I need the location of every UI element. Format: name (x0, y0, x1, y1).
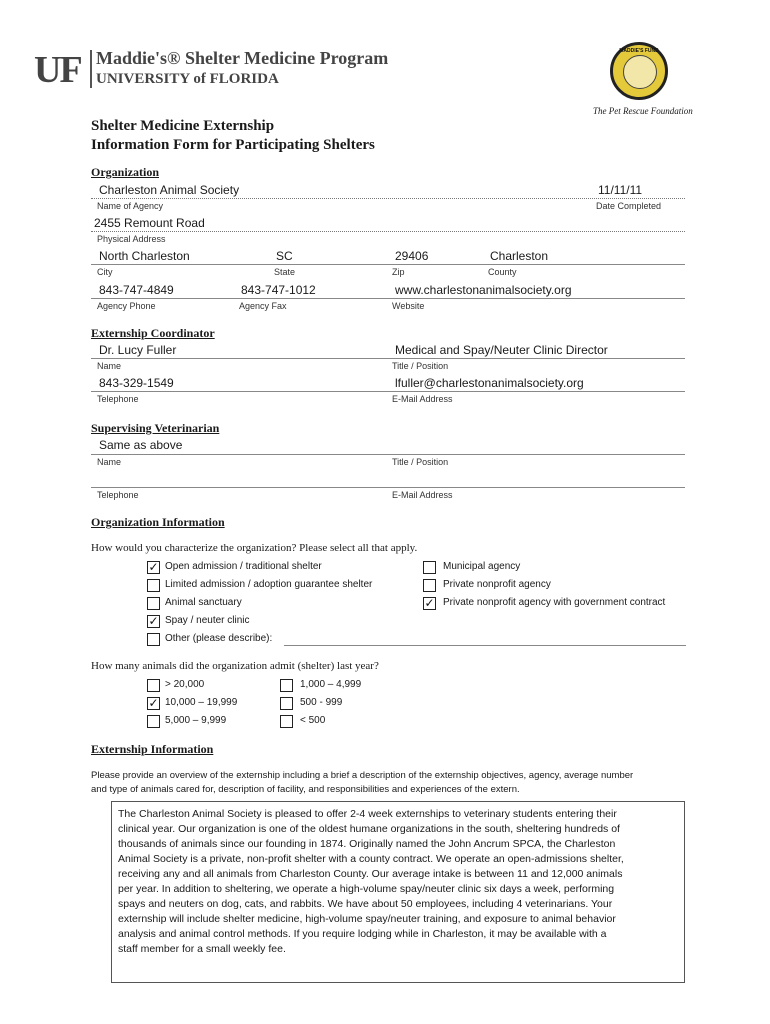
address-line (91, 231, 685, 232)
veterinarian-telephone-field[interactable] (94, 470, 384, 486)
other-describe-line[interactable] (284, 645, 686, 646)
checkbox-1000-4999[interactable] (280, 679, 293, 692)
coordinator-heading: Externship Coordinator (91, 326, 215, 340)
overview-line: The Charleston Animal Society is pleased to offer 2-4 week externships to veterinary students entering their (118, 808, 617, 820)
label-other: Other (please describe): (165, 633, 273, 644)
label-5000-9999: 5,000 – 9,999 (165, 715, 227, 726)
externship-prompt-line-2: and type of animals cared for, description of facility, and responsibilities and experiences of the extern. (91, 784, 520, 795)
overview-line: externship will include shelter medicine, high-volume spay/neuter training, and exposure to animal behavior (118, 913, 616, 925)
agency-phone-field[interactable]: 843-747-4849 (99, 283, 174, 297)
foundation-name: The Pet Rescue Foundation (593, 106, 693, 116)
agency-name-line (91, 198, 685, 199)
maddies-fund-seal (610, 42, 668, 100)
coordinator-telephone-field[interactable]: 843-329-1549 (99, 376, 174, 390)
seal-text: MADDIE'S FUND (619, 48, 659, 54)
city-line (91, 264, 685, 265)
uf-logo: UF (34, 49, 81, 91)
city-field[interactable]: North Charleston (99, 249, 190, 263)
county-field[interactable]: Charleston (490, 249, 549, 263)
city-label: City (97, 267, 113, 277)
address-label: Physical Address (97, 234, 166, 244)
label-under-500: < 500 (300, 715, 326, 726)
admit-question: How many animals did the organization admit (shelter) last year? (91, 660, 379, 672)
checkbox-500-999[interactable] (280, 697, 293, 710)
checkbox-other[interactable] (147, 633, 160, 646)
agency-fax-field[interactable]: 843-747-1012 (241, 283, 316, 297)
label-500-999: 500 - 999 (300, 697, 343, 708)
coordinator-title-field[interactable]: Medical and Spay/Neuter Clinic Director (395, 343, 608, 357)
overview-line: clinical year. Our organization is one of the oldest humane organizations in the south, sheltering hundreds of (118, 823, 620, 835)
coordinator-telephone-line (91, 391, 685, 392)
checkbox-animal-sanctuary[interactable] (147, 597, 160, 610)
zip-label: Zip (392, 267, 405, 277)
overview-line: thousands of animals since our founding in 1874. Originally named the John Ancrum SPCA, the Charleston (118, 838, 616, 850)
checkbox-private-nonprofit[interactable] (423, 579, 436, 592)
veterinarian-name-field[interactable]: Same as above (99, 438, 183, 452)
overview-line: analysis and animal control methods. If you require lodging while in Charleston, it may be available with a (118, 928, 607, 940)
address-field[interactable]: 2455 Remount Road (94, 216, 205, 230)
date-completed-label: Date Completed (596, 201, 662, 211)
university-name: UNIVERSITY of FLORIDA (96, 71, 279, 87)
coordinator-email-label: E-Mail Address (392, 394, 453, 404)
checkbox-spay-neuter-clinic[interactable]: ✓ (148, 614, 159, 628)
overview-line: Animal Society is a private, non-profit shelter with a county contract. We operate an open-admissions shelter, (118, 853, 624, 865)
overview-line: receiving any and all animals from Charleston County. Our average intake is between 11 and 12,000 animals (118, 868, 623, 880)
checkbox-5000-9999[interactable] (147, 715, 160, 728)
agency-name-field[interactable]: Charleston Animal Society (99, 183, 240, 197)
label-private-nonprofit: Private nonprofit agency (443, 579, 551, 590)
checkbox-10000-19999[interactable]: ✓ (148, 696, 159, 710)
zip-field[interactable]: 29406 (395, 249, 429, 263)
coordinator-name-line (91, 358, 685, 359)
coordinator-email-field[interactable]: lfuller@charlestonanimalsociety.org (395, 376, 584, 390)
county-label: County (488, 267, 517, 277)
agency-name-label: Name of Agency (97, 201, 164, 211)
label-10000-19999: 10,000 – 19,999 (165, 697, 238, 708)
seal-inner-circle (623, 55, 657, 89)
coordinator-name-label: Name (97, 361, 122, 371)
label-limited-admission: Limited admission / adoption guarantee shelter (165, 579, 373, 590)
coordinator-telephone-label: Telephone (97, 394, 139, 404)
date-completed-field[interactable]: 11/11/11 (598, 183, 643, 197)
agency-phone-label: Agency Phone (97, 301, 156, 311)
veterinarian-telephone-label: Telephone (97, 490, 139, 500)
org-info-heading: Organization Information (91, 515, 225, 529)
checkbox-municipal-agency[interactable] (423, 561, 436, 574)
website-label: Website (392, 301, 425, 311)
externship-overview-box[interactable] (111, 801, 685, 983)
coordinator-title-label: Title / Position (392, 361, 449, 371)
label-over-20000: > 20,000 (165, 679, 205, 690)
state-label: State (274, 267, 296, 277)
org-type-question: How would you characterize the organization? Please select all that apply. (91, 542, 418, 554)
label-private-nonprofit-gov: Private nonprofit agency with government contract (443, 597, 666, 608)
externship-prompt-line-1: Please provide an overview of the externship including a brief a description of the externship objectives, agency, average number (91, 770, 634, 781)
form-subtitle: Information Form for Participating Shelters (91, 137, 375, 153)
veterinarian-name-label: Name (97, 457, 122, 467)
coordinator-name-field[interactable]: Dr. Lucy Fuller (99, 343, 177, 357)
checkbox-open-admission[interactable]: ✓ (148, 560, 159, 574)
veterinarian-telephone-line (91, 487, 685, 488)
agency-fax-label: Agency Fax (239, 301, 287, 311)
label-spay-neuter-clinic: Spay / neuter clinic (165, 615, 250, 626)
website-field[interactable]: www.charlestonanimalsociety.org (395, 283, 572, 297)
overview-line: spays and neuters on dog, cats, and rabbits. We have about 50 employees, including 4 veterinarians. Your (118, 898, 613, 910)
checkbox-over-20000[interactable] (147, 679, 160, 692)
form-title: Shelter Medicine Externship (91, 118, 275, 134)
logo-divider (90, 50, 92, 88)
veterinarian-email-label: E-Mail Address (392, 490, 453, 500)
organization-heading: Organization (91, 165, 159, 179)
veterinarian-title-field[interactable] (392, 438, 682, 454)
program-name: Maddie's® Shelter Medicine Program (96, 48, 389, 68)
externship-heading: Externship Information (91, 742, 214, 756)
overview-line: per year. In addition to sheltering, we operate a high-volume spay/neuter clinic six days a week, performing (118, 883, 615, 895)
veterinarian-heading: Supervising Veterinarian (91, 421, 220, 435)
state-field[interactable]: SC (276, 249, 293, 263)
label-animal-sanctuary: Animal sanctuary (165, 597, 242, 608)
checkbox-private-nonprofit-gov[interactable]: ✓ (424, 596, 435, 610)
checkbox-limited-admission[interactable] (147, 579, 160, 592)
label-municipal-agency: Municipal agency (443, 561, 521, 572)
overview-line: staff member for a small weekly fee. (118, 943, 286, 955)
veterinarian-email-field[interactable] (392, 470, 682, 486)
phone-line (91, 298, 685, 299)
checkbox-under-500[interactable] (280, 715, 293, 728)
label-1000-4999: 1,000 – 4,999 (300, 679, 362, 690)
veterinarian-title-label: Title / Position (392, 457, 449, 467)
label-open-admission: Open admission / traditional shelter (165, 561, 322, 572)
veterinarian-name-line (91, 454, 685, 455)
